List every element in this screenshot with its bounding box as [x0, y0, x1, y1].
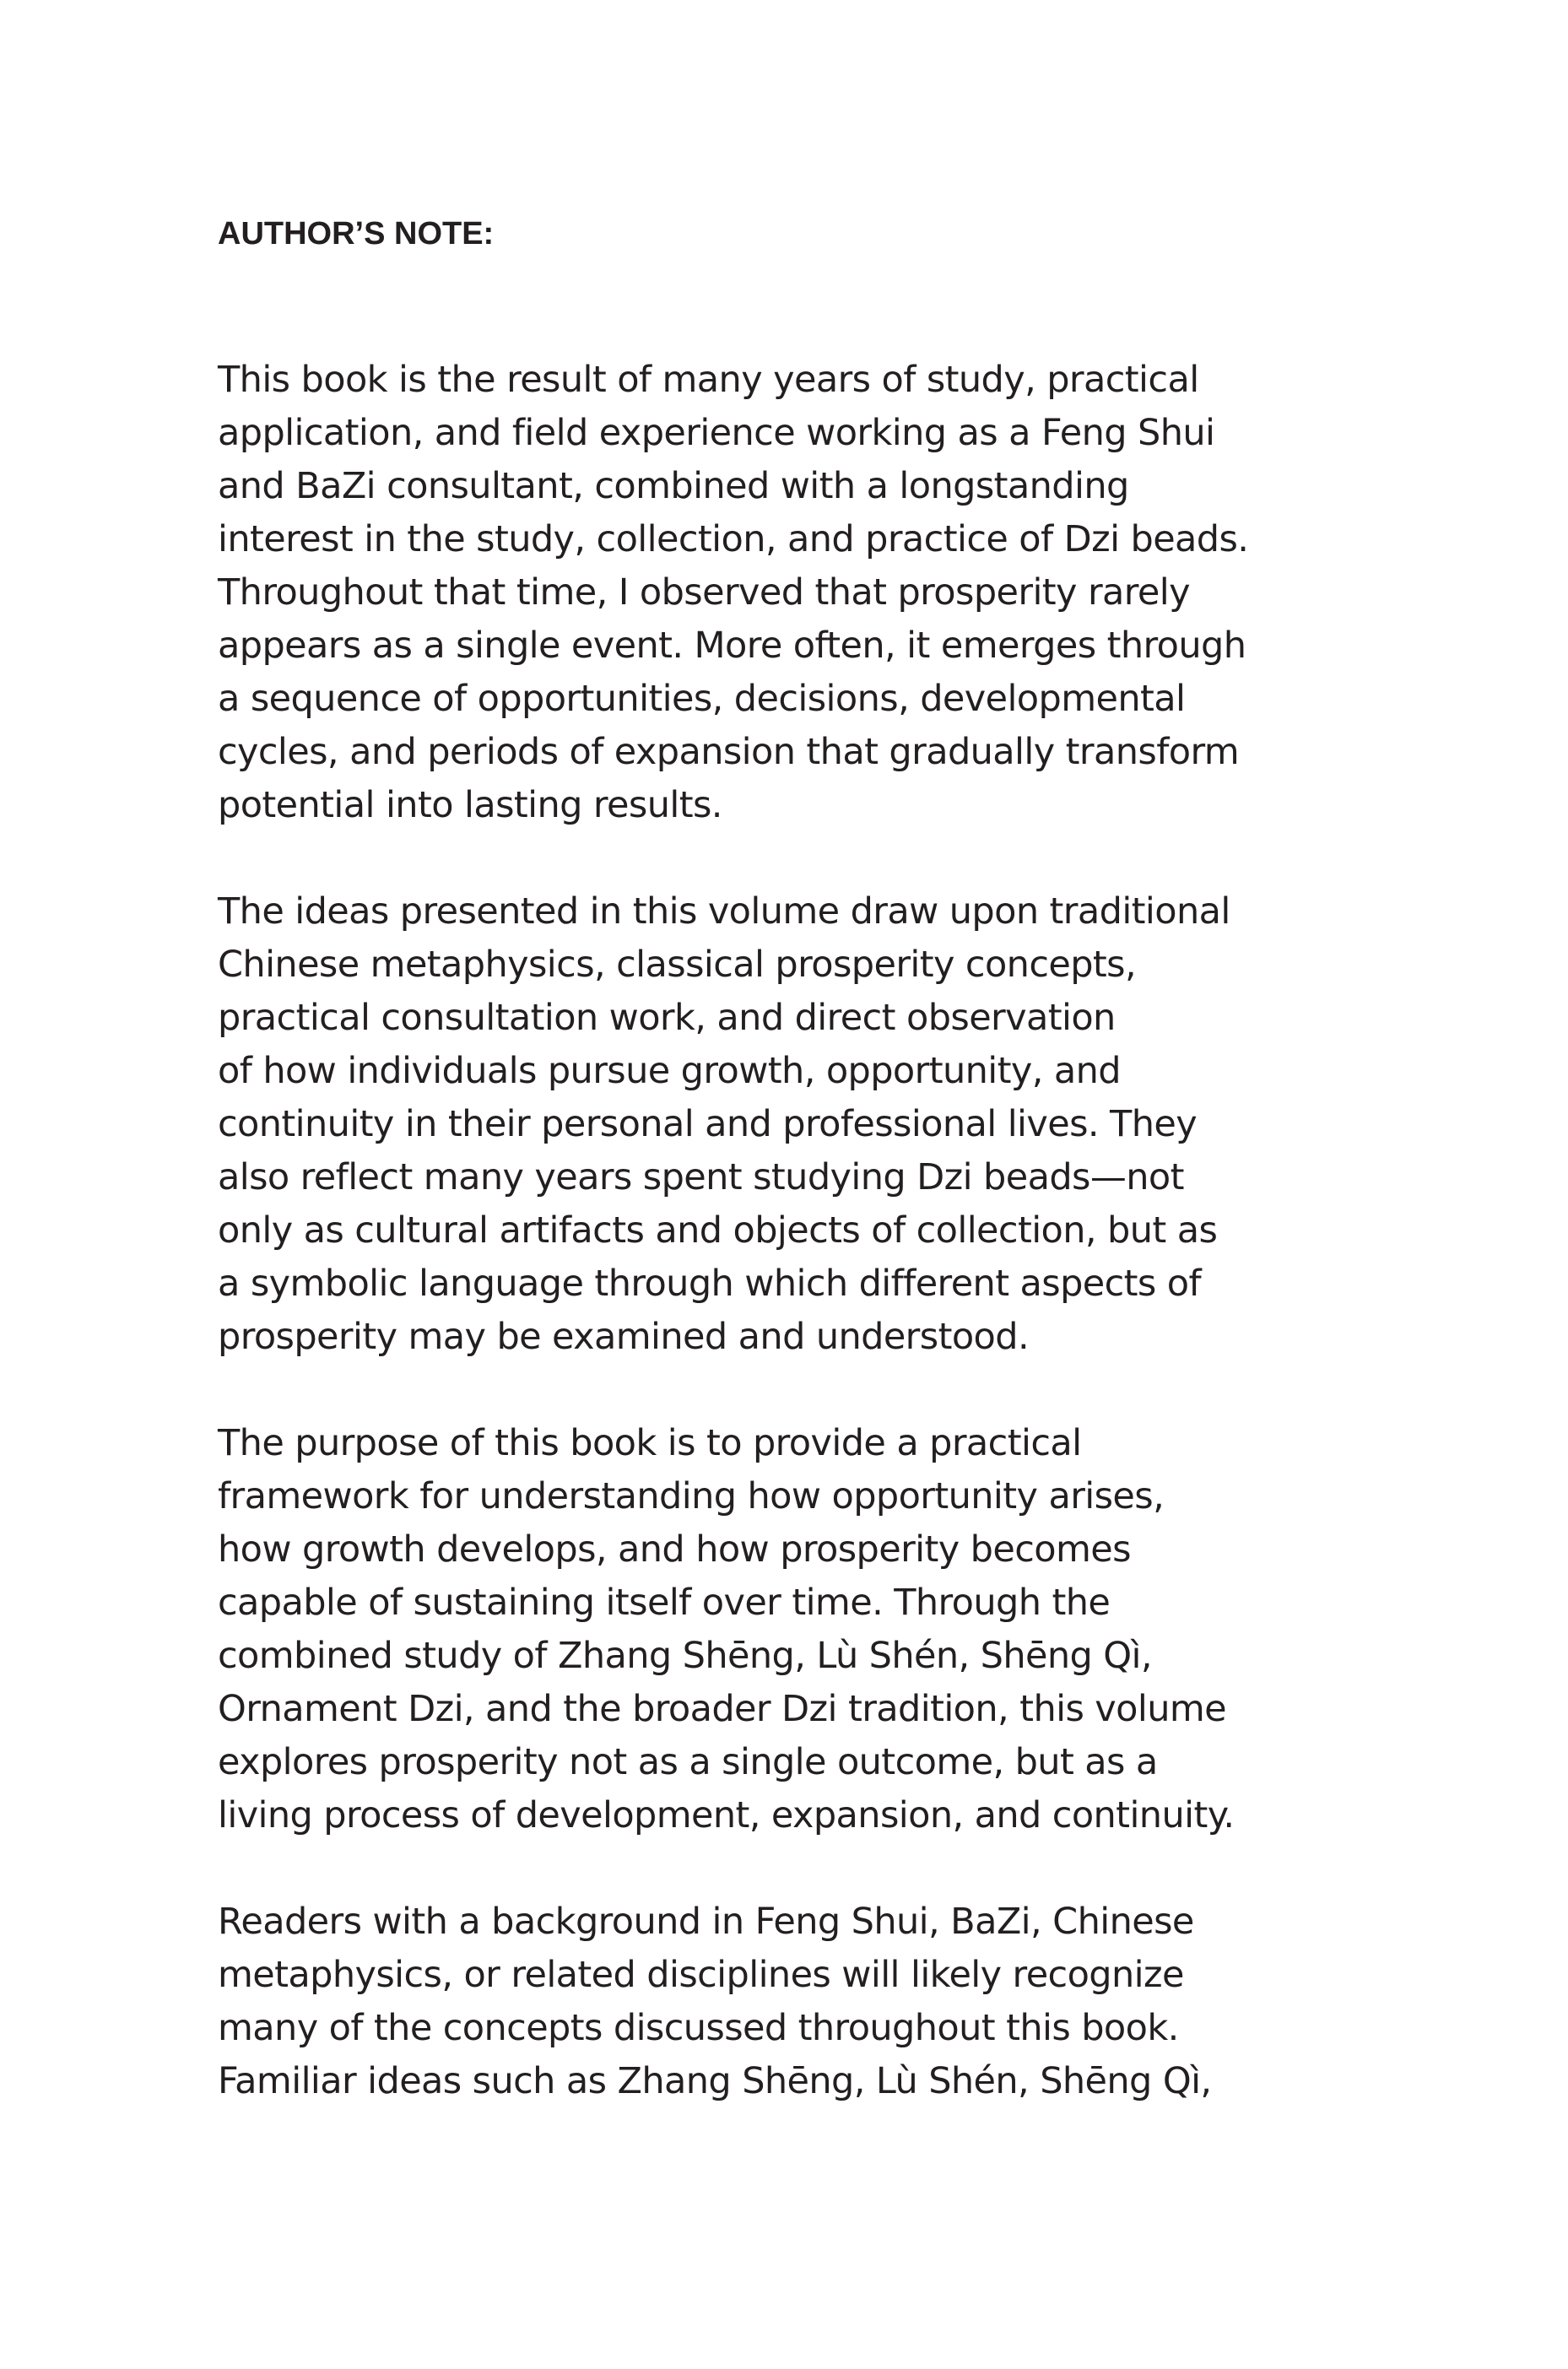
paragraph-1: [218, 354, 1399, 832]
text-line: application, and field experience working as a Feng Shui: [218, 412, 1215, 454]
text-line: combined study of Zhang Shēng, Lù Shén, Shēng Qì,: [218, 1635, 1152, 1677]
text-line: The ideas presented in this volume draw upon traditional: [218, 890, 1230, 933]
text-line: framework for understanding how opportunity arises,: [218, 1475, 1165, 1517]
paragraph-3: [218, 1417, 1399, 1842]
text-line: continuity in their personal and professional lives. They: [218, 1103, 1198, 1145]
text-line: potential into lasting results.: [218, 784, 722, 826]
text-line: Throughout that time, I observed that prosperity rarely: [218, 571, 1190, 614]
text-line: interest in the study, collection, and practice of Dzi beads.: [218, 518, 1249, 560]
text-line: The purpose of this book is to provide a practical: [218, 1422, 1082, 1464]
text-line: Chinese metaphysics, classical prosperity concepts,: [218, 944, 1137, 986]
section-heading: AUTHOR’S NOTE:: [218, 216, 495, 252]
text-line: how growth develops, and how prosperity becomes: [218, 1528, 1131, 1571]
text-line: also reflect many years spent studying Dzi beads—not: [218, 1156, 1184, 1198]
text-line: explores prosperity not as a single outcome, but as a: [218, 1741, 1158, 1783]
text-line: a sequence of opportunities, decisions, developmental: [218, 678, 1186, 720]
text-line: practical consultation work, and direct observation: [218, 997, 1116, 1039]
text-line: living process of development, expansion, and continuity.: [218, 1794, 1235, 1836]
text-line: many of the concepts discussed throughout this book.: [218, 2007, 1179, 2049]
paragraph-2: [218, 885, 1399, 1364]
text-line: This book is the result of many years of study, practical: [218, 359, 1199, 401]
text-line: prosperity may be examined and understood.: [218, 1316, 1030, 1358]
text-line: a symbolic language through which different aspects of: [218, 1263, 1202, 1305]
text-line: Ornament Dzi, and the broader Dzi tradition, this volume: [218, 1688, 1227, 1730]
body-text: [218, 354, 1399, 2161]
text-line: appears as a single event. More often, it emerges through: [218, 625, 1246, 667]
text-line: cycles, and periods of expansion that gradually transform: [218, 731, 1240, 773]
text-line: metaphysics, or related disciplines will likely recognize: [218, 1954, 1184, 1996]
text-line: and BaZi consultant, combined with a longstanding: [218, 465, 1129, 507]
paragraph-4: [218, 1896, 1399, 2108]
text-line: Readers with a background in Feng Shui, BaZi, Chinese: [218, 1901, 1194, 1943]
text-line: only as cultural artifacts and objects of collection, but as: [218, 1209, 1218, 1252]
text-line: capable of sustaining itself over time. Through the: [218, 1582, 1111, 1624]
text-line: Familiar ideas such as Zhang Shēng, Lù Shén, Shēng Qì,: [218, 2060, 1212, 2102]
text-line: of how individuals pursue growth, opportunity, and: [218, 1050, 1121, 1092]
